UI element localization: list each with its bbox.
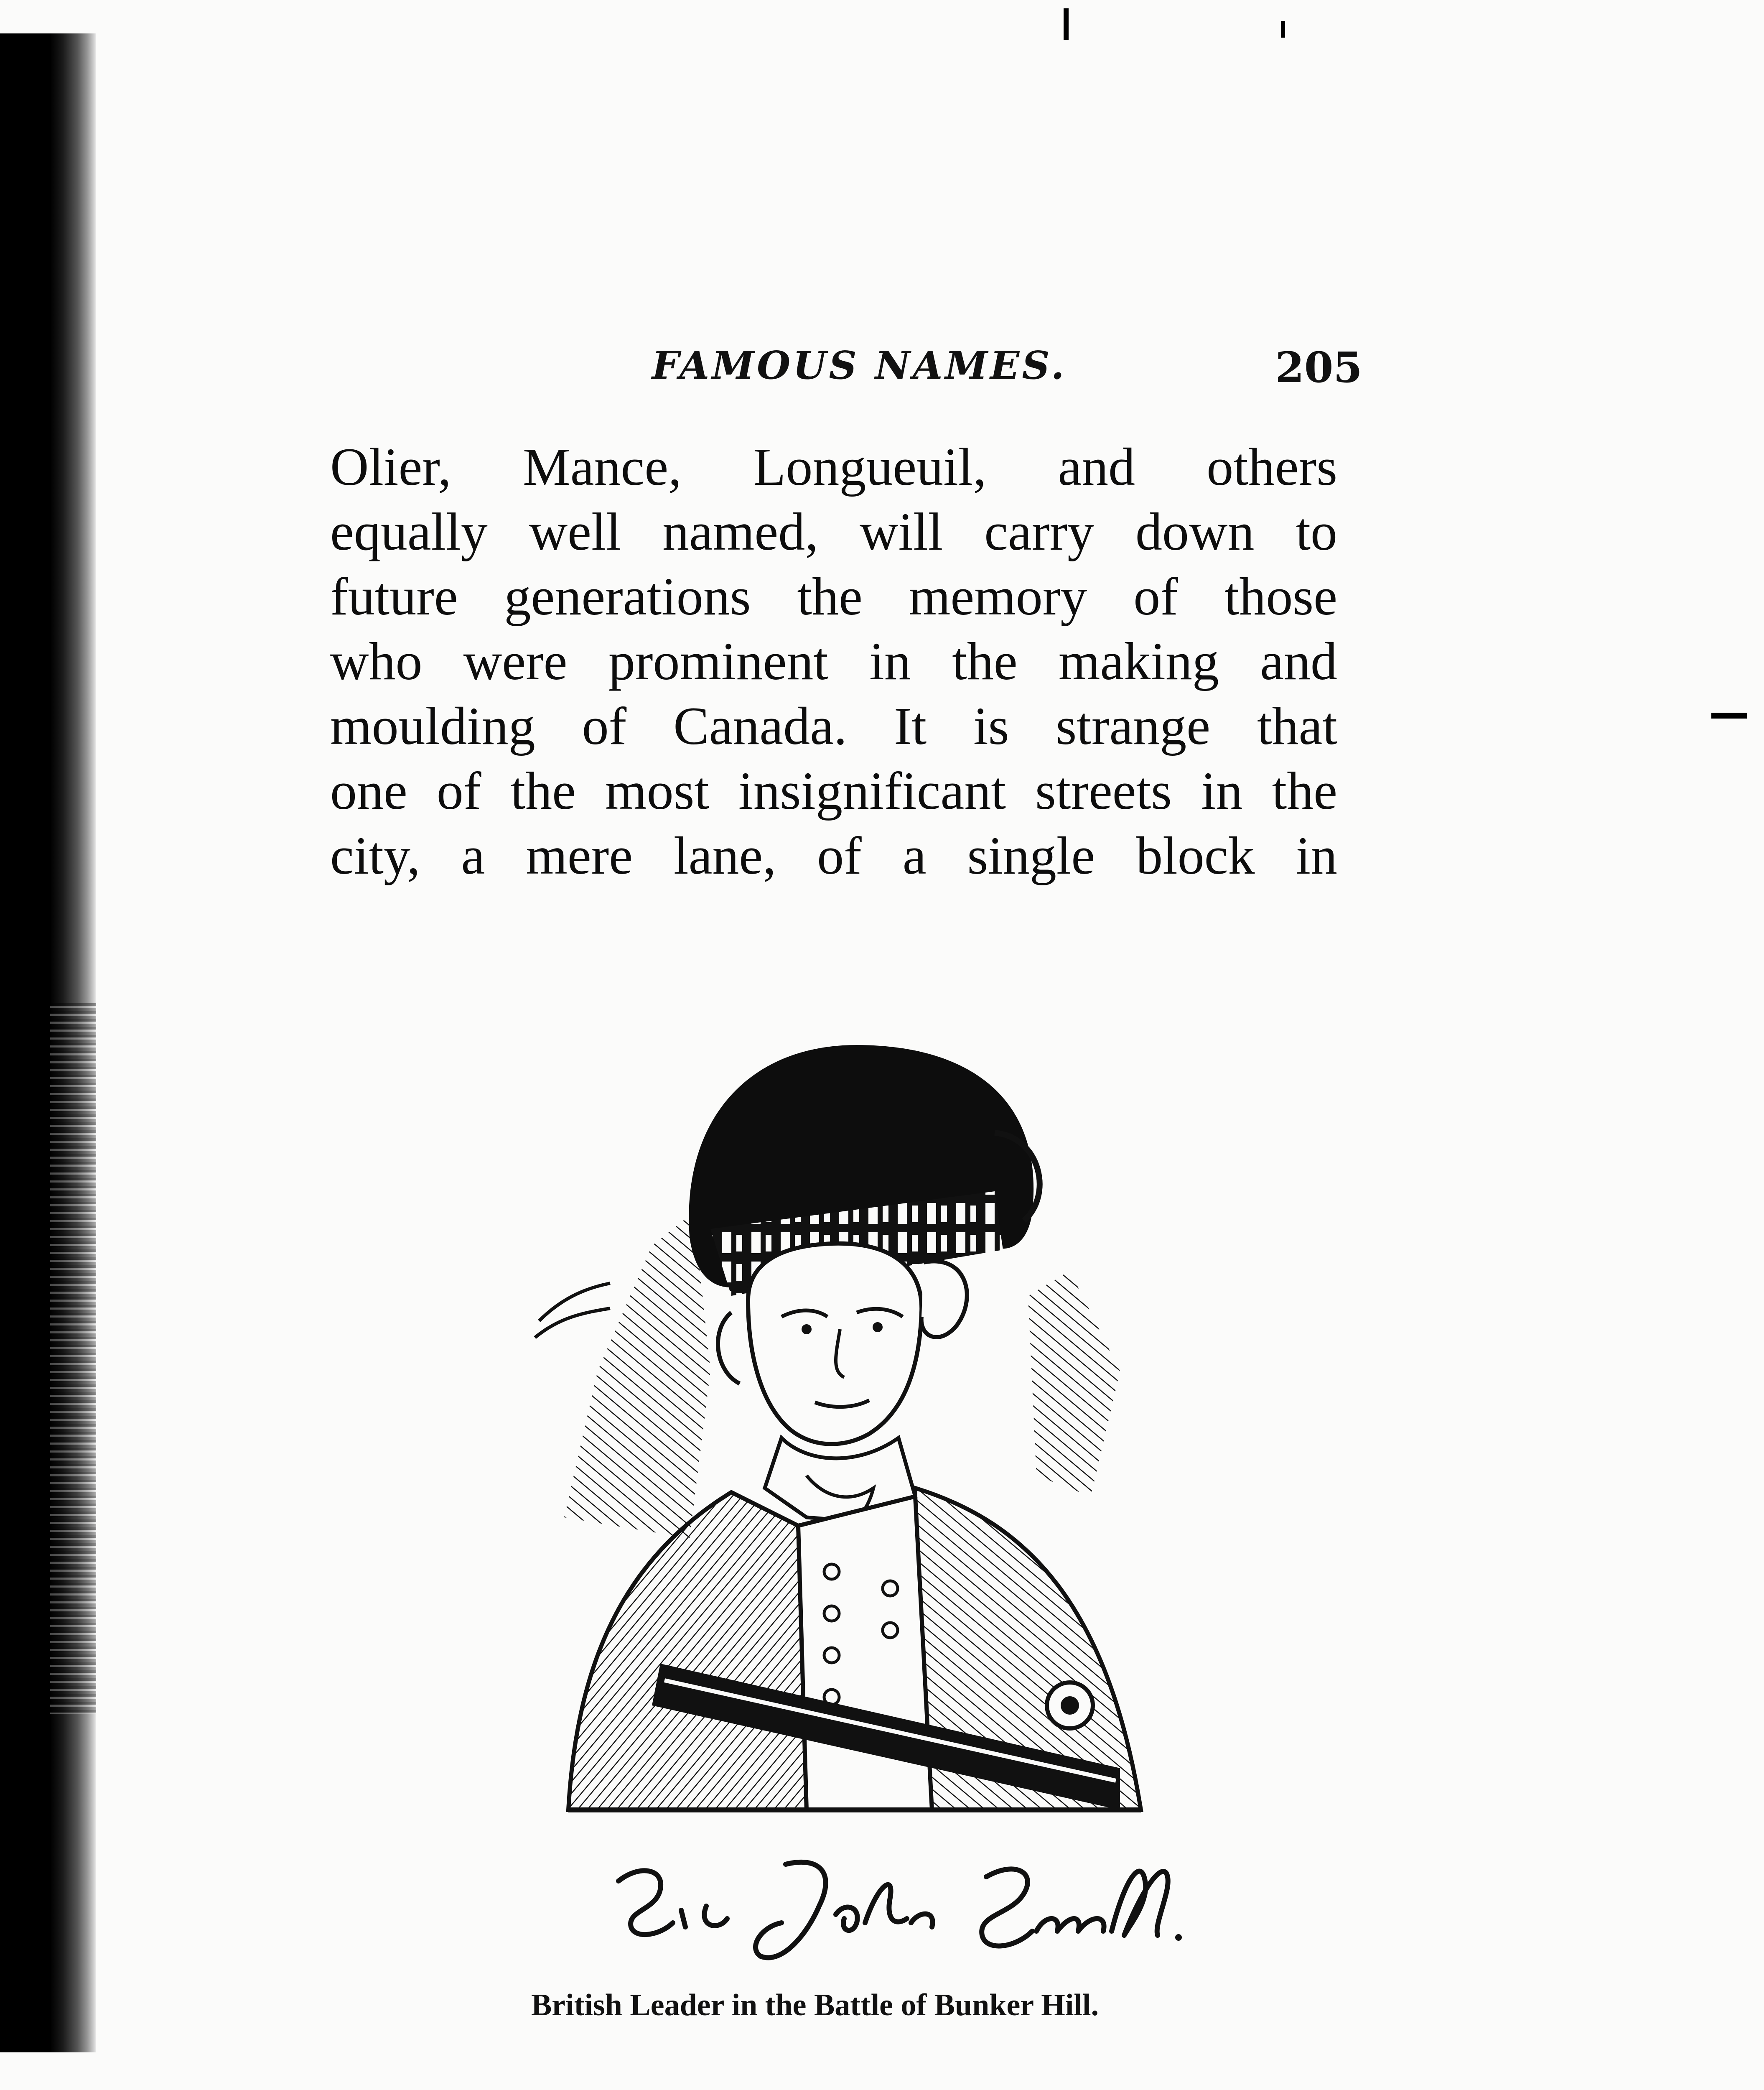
- page-number: 205: [1275, 343, 1362, 392]
- text-line: city, a mere lane, of a single block in: [330, 826, 1337, 885]
- text-line: equally well named, will carry down to: [330, 502, 1337, 561]
- body-text: [330, 435, 1337, 888]
- figure-caption: British Leader in the Battle of Bunker Hill.: [531, 1988, 1099, 2022]
- text-line: Olier, Mance, Longueuil, and others: [330, 437, 1337, 497]
- scan-mark: [1064, 8, 1069, 40]
- handwritten-signature: [602, 1831, 1195, 1973]
- text-line: future generations the memory of those: [330, 567, 1337, 626]
- text-line: who were prominent in the making and: [330, 632, 1337, 691]
- scan-mark: [1711, 713, 1747, 719]
- scan-mark: [1281, 21, 1285, 38]
- binding-speckle: [50, 1003, 96, 1714]
- text-line: one of the most insignificant streets in the: [330, 761, 1337, 821]
- text-line: moulding of Canada. It is strange that: [330, 696, 1337, 756]
- portrait-engraving: [514, 995, 1216, 1873]
- running-title: FAMOUS NAMES.: [652, 343, 1067, 388]
